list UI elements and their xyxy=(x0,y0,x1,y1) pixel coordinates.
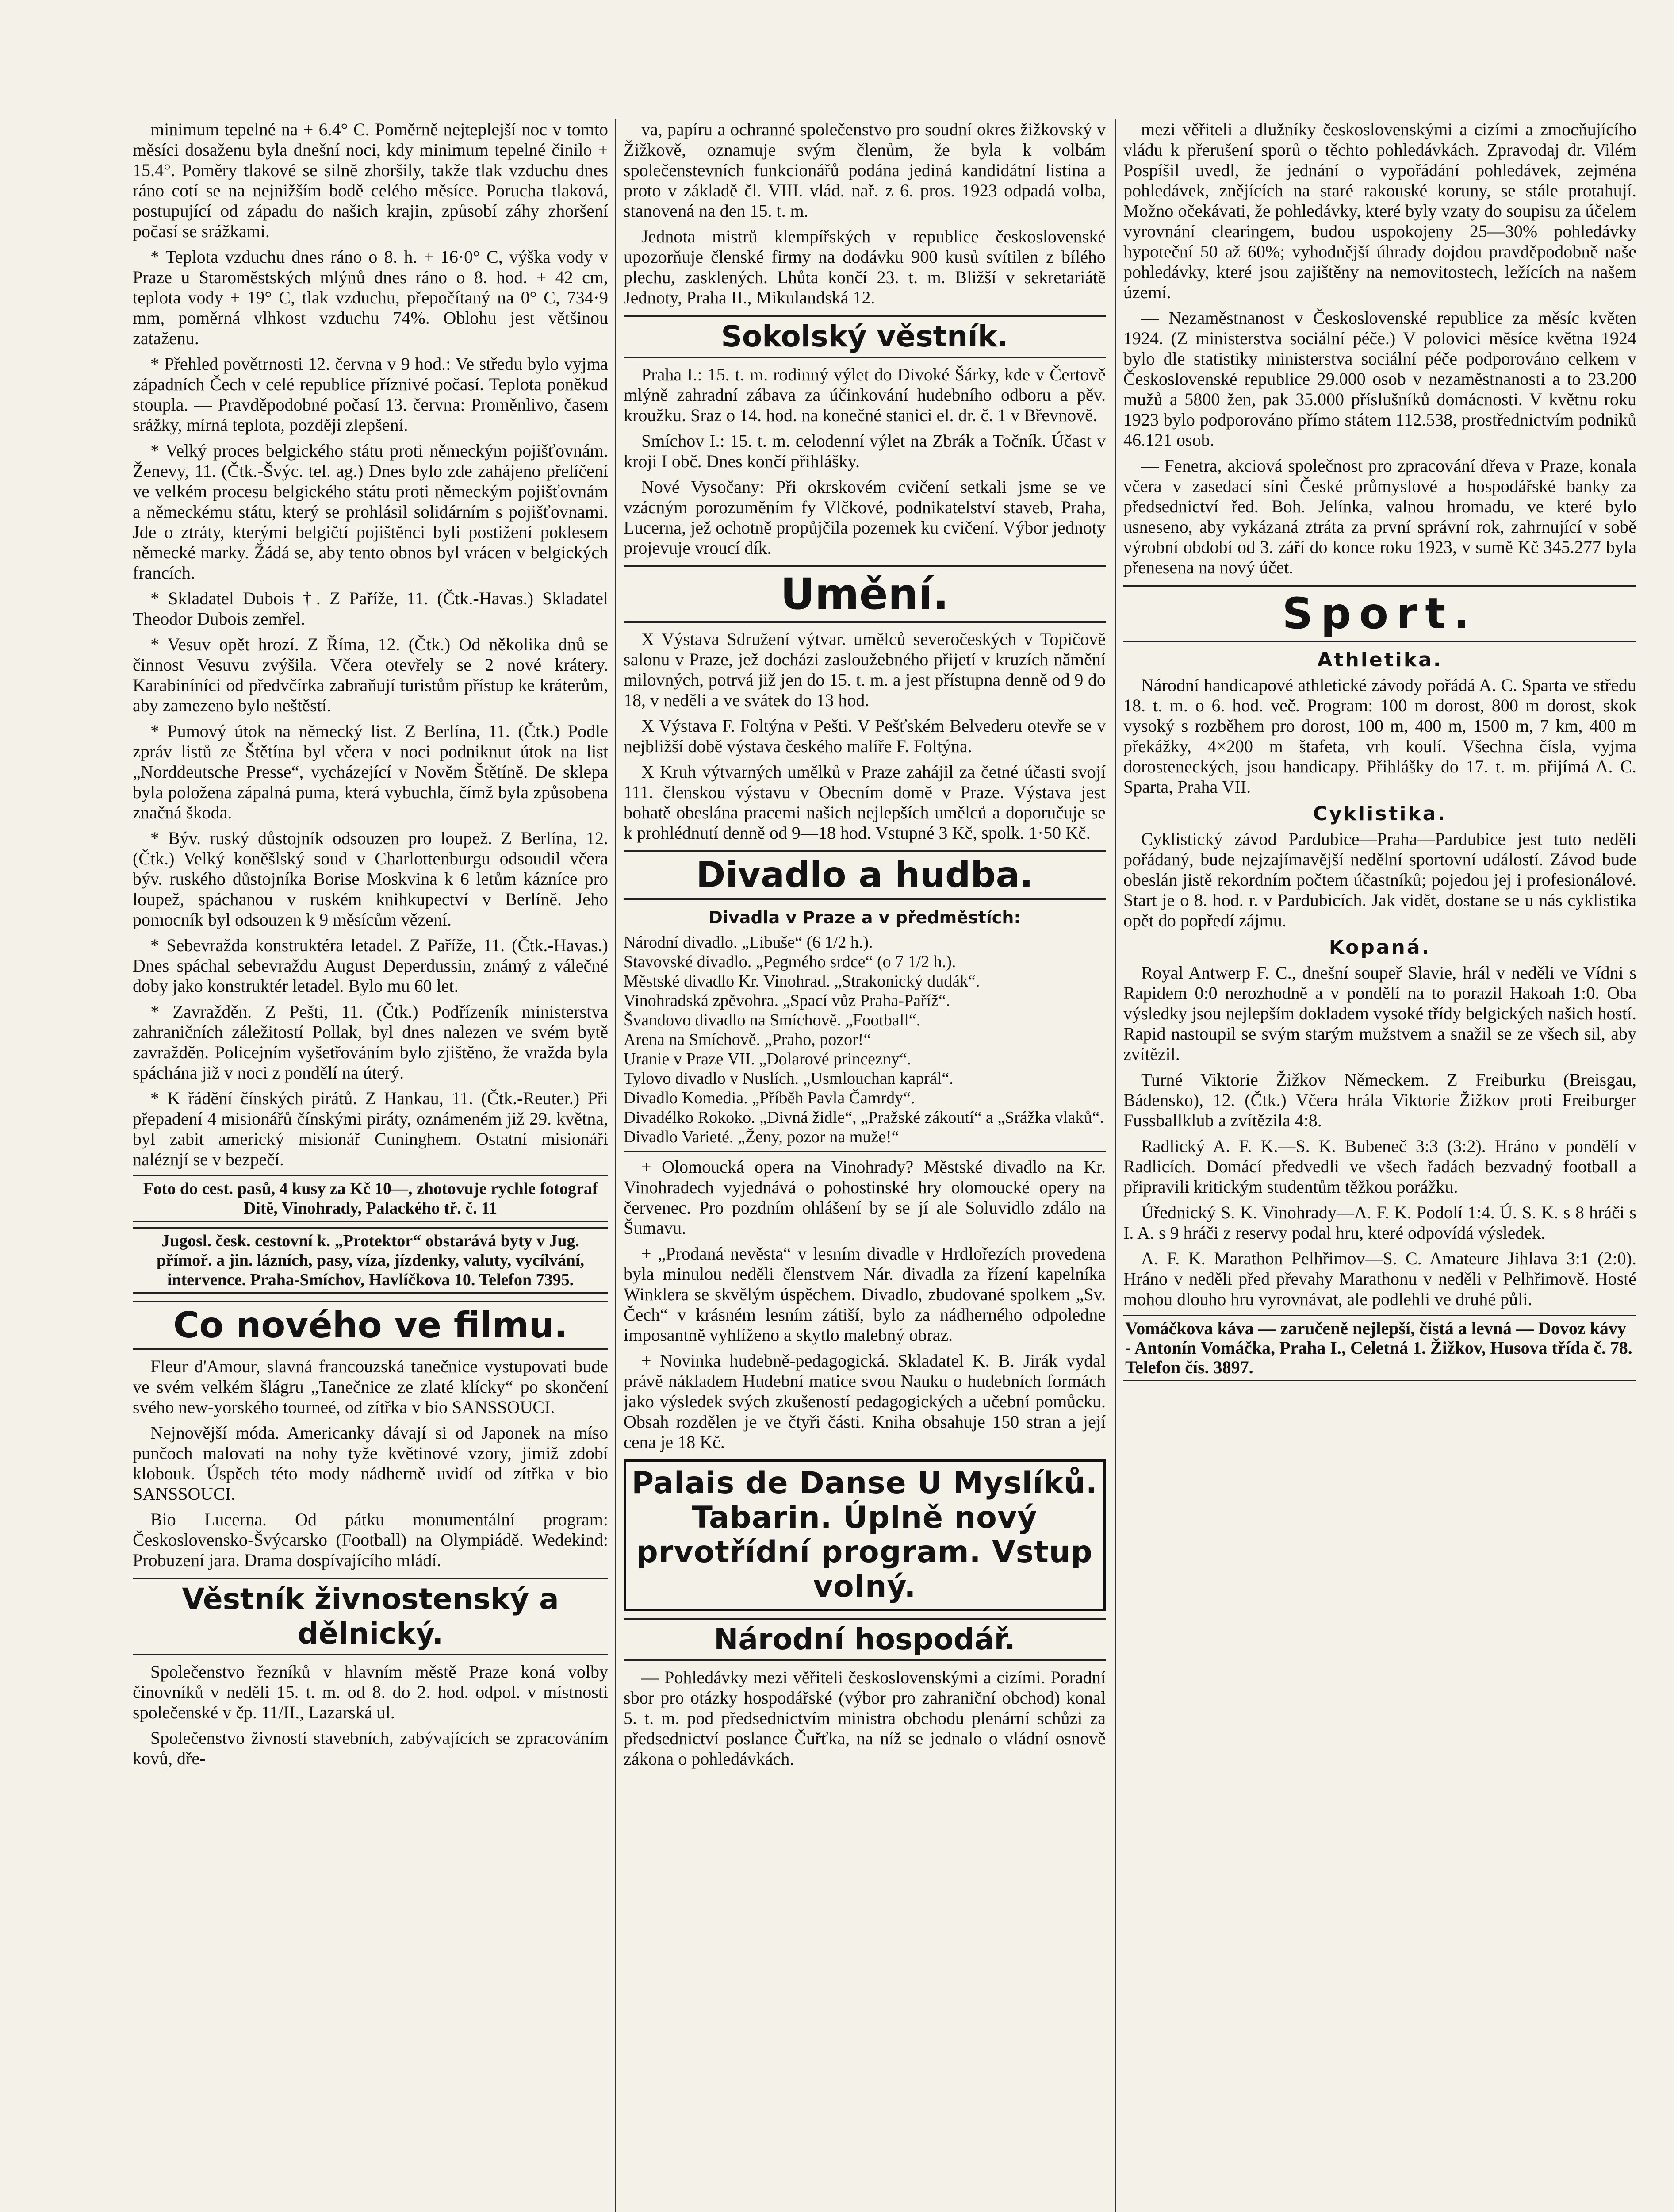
program-item: Vinohradská zpěvohra. „Spací vůz Praha-Paříž“. xyxy=(624,991,950,1010)
football-antwerp: Royal Antwerp F. C., dnešní soupeř Slavie, hrál v neděli ve Vídni s Rapidem 0:0 nerozhodně a v pondělí na to porazil Hakoah 1:0. Oba výsledky jsou nejlepším dokladem vysoké třídy belgických našich hostí. Rapid nastoupil se svým starým mužstvem a snažil se ze všech sil, aby zvítězil. xyxy=(1123,963,1636,1064)
art-foltyn: X Výstava F. Foltýna v Pešti. V Pešťském Belvederu otevře se v nejbližší době výstava českého malíře F. Foltýna. xyxy=(624,716,1106,756)
article-vesuvius: * Vesuv opět hrozí. Z Říma, 12. (Čtk.) Od několika dnů se činnost Vesuvu zvýšila. Včera otevřely se 2 nové krátery. Karabiníníci od předvčírka zabraňují turistům přístup ke kráterům, aby zamezeno bylo neštěstí. xyxy=(133,634,608,715)
program-item: Divadlo Komedia. „Příběh Pavla Čamrdy“. xyxy=(624,1089,915,1107)
subheading-cycling: Cyklistika. xyxy=(1313,803,1447,825)
section-heading-film: Co nového ve filmu. xyxy=(133,1301,608,1350)
ad-passport-photo: Foto do cest. pasů, 4 kusy za Kč 10—, zhotovuje rychle fotograf Ditě, Vinohrady, Palackého tř. č. 11 xyxy=(133,1175,608,1222)
football-marathon: A. F. K. Marathon Pelhřimov—S. C. Amateure Jihlava 3:1 (2:0). Hráno v neděli před převahy Marathonu v neděli v Pelhřimově. Hosté mohou dlouho hru vyrovnávat, ale podlehli ve druhé půli. xyxy=(1123,1248,1636,1309)
program-item: Divadlo Varieté. „Ženy, pozor na muže!“ xyxy=(624,1128,899,1146)
film-lucerna: Bio Lucerna. Od pátku monumentální program: Československo-Švýcarsko (Football) na Olympiádě. Wedekind: Probuzení jara. Drama dospívajícího mládí. xyxy=(133,1509,608,1570)
article-bomb-attack: * Pumový útok na německý list. Z Berlína, 11. (Čtk.) Podle zpráv listů ze Štětína byl včera v noci podniknut útok na list „Norddeutsche Presse“, vycházející v Nověm Štětíně. De sklepa byla položena zápalná puma, která vybuchla, čímž byla způsobena značná škoda. xyxy=(133,721,608,822)
economy-unemployment: — Nezaměstnanost v Československé republice za měsíc květen 1924. (Z ministerstva sociální péče.) V polovici měsíce května 1924 bylo dle statistiky ministerstva sociální péče podporováno celkem v Československé republice 29.000 osob v nezaměstnanosti a to 23.200 mužů a 5800 žen, pak 35.000 příslušníků domácnosti. V květnu roku 1923 bylo podporováno přímo státem 112.538, prostřednictvím podniků 46.121 osob. xyxy=(1123,308,1636,450)
article-tinsmiths: Jednota mistrů klempířských v republice československé upozorňuje členské firmy na dodávku 900 kusů svítilen z bílého plechu, zasklených. Lhůta končí 23. t. m. Bližší v sekretariátě Jednoty, Praha II., Mikulandská 12. xyxy=(624,227,1106,307)
film-fleur: Fleur d'Amour, slavná francouzská tanečnice vystupovati bude ve svém velkém šlágru „Tanečnice ze zlaté klícky“ po skončení svého new-yorského tourneé, od zítřka v bio SANSSOUCI. xyxy=(133,1356,608,1417)
theatre-subheading: Divadla v Praze a v předměstích: xyxy=(709,908,1021,927)
weather-forecast: * Přehled povětrnosti 12. června v 9 hod.: Ve středu bylo vyjma západních Čech v celé republice příznivé počasí. Teplota poněkud stoupla. — Pravděpodobné počasí 13. června: Proměnlivo, časem srážky, mírná teplota, později zlepšení. xyxy=(133,354,608,435)
sport-athletics: Národní handicapové athletické závody pořádá A. C. Sparta ve středu 18. t. m. o 6. hod. več. Program: 100 m dorost, 800 m dorost, skok vysoký s rozběhem pro dorost, 100 m, 400 m, 1500 m, 7 km, 400 m překážky, 4×200 m štafeta, vrh koulí. Všechna čísla, vyjma dorosteneckých, jsou handicapy. Přihlášky do 17. t. m. přijímá A. C. Sparta, Praha VII. xyxy=(1123,675,1636,797)
section-heading-sport: Sport. xyxy=(1123,585,1636,642)
sokol-praha: Praha I.: 15. t. m. rodinný výlet do Divoké Šárky, kde v Čertově mlýně zahradní zábava za účinkování hudebního odboru a pěv. kroužku. Sraz o 14. hod. na konečné stanici el. dr. č. 1 v Břevnově. xyxy=(624,365,1106,425)
column-rule xyxy=(1115,119,1116,2212)
economy-claims: — Pohledávky mezi věřiteli československými a cizími. Poradní sbor pro otázky hospodářské (výbor pro zahraniční obchod) konal 5. t. m. pod předsednictvím ministra obchodu plenární schůzi za předsednictví poslance Čuřťka, na níž se jednalo o vládní osnově zákona o pohledávkách. xyxy=(624,1667,1106,1769)
sokol-smichov: Smíchov I.: 15. t. m. celodenní výlet na Zbrák a Točník. Účast v kroji I obč. Dnes končí přihlášky. xyxy=(624,431,1106,471)
trade-butchers: Společenstvo řezníků v hlavním městě Praze koná volby činovníků v neděli 15. t. m. od 8. do 2. hod. odpol. v místnosti společenské v čp. 11/II., Lazarská ul. xyxy=(133,1662,608,1722)
trade-builders: Společenstvo živností stavebních, zabývajících se zpracováním kovů, dře- xyxy=(133,1728,608,1768)
subheading-athletics: Athletika. xyxy=(1317,649,1443,671)
ad-vomacka-coffee: Vomáčkova káva — zaručeně nejlepší, čistá a levná — Dovoz kávy - Antonín Vomáčka, Praha I., Celetná 1. Žižkov, Husova třída č. 78. Telefon čís. 3897. xyxy=(1123,1315,1636,1381)
weather-temperatures: * Teplota vzduchu dnes ráno o 8. h. + 16·0° C, výška vody v Praze u Staroměstských mlýnů dnes ráno o 8. hod. + 42 cm, teplota vody + 19° C, tlak vzduchu, přepočítaný na 0° C, 734·9 mm, poměrná vlhkost vzduchu 74%. Oblohu jest většinou zataženu. xyxy=(133,247,608,348)
section-heading-trade: Věstník živnostenský a dělnický. xyxy=(133,1578,608,1655)
article-pirates: * K řádění čínských pirátů. Z Hankau, 11. (Čtk.-Reuter.) Při přepadení 4 misionářů čínskými piráty, oznámeném již 29. května, byl zabit americký misionář Cuninghem. Ostatní misionáři naléznjí se v bezpečí. xyxy=(133,1088,608,1169)
subheading-football: Kopaná. xyxy=(1329,936,1431,959)
program-item: Tylovo divadlo v Nuslích. „Usmlouchan kaprál“. xyxy=(624,1069,954,1088)
section-heading-economy: Národní hospodář. xyxy=(624,1618,1106,1661)
article-murder: * Zavražděn. Z Pešti, 11. (Čtk.) Podřízeník ministerstva zahraničních záležitostí Pollak, byl dnes nalezen ve svém bytě zavražděn. Policejním vyšetřováním bylo zjištěno, že vražda byla spáchána již v noci z pondělí na úterý. xyxy=(133,1002,608,1083)
program-item: Stavovské divadlo. „Pegmého srdce“ (o 7 1/2 h.). xyxy=(624,952,956,971)
program-item: Divadélko Rokoko. „Divná židle“, „Pražské zákoutí“ a „Srážka vlaků“. xyxy=(624,1108,1104,1127)
article-belgian-trial: * Velký proces belgického státu proti německým pojišťovnám. Ženevy, 11. (Čtk.-Švýc. tel. ag.) Dnes bylo zde zahájeno přelíčení ve velkém procesu belgického státu proti německým pojišťovnám a německému státu, který se prohlásil solidárním s pojišťovnami. Jde o ztráty, kterými belgičtí pojištěnci byli postižení poklesem německé marky. Žádá se, aby tento obnos byl vrácen v belgických francích. xyxy=(133,441,608,583)
film-fashion: Nejnovější móda. Americanky dávají si od Japonek na míso punčoch malovati na nohy tyže květinové vzory, jimiž zdobí klobouk. Úspěch této mody nádherně uvidí od zítřka v bio SANSSOUCI. xyxy=(133,1423,608,1504)
economy-claims-continued: mezi věřiteli a dlužníky československými a cizími a zmocňujícího vládu k přerušení sporů o těchto pohledávkách. Zpravodaj dr. Vilém Pospíšil uvedl, že jednání o vypořádání pohledávek, zejména pohledávek, znějících na staré rakouské koruny, se stále protahují. Možno očekávati, že pohledávky, které byly vzaty do soupisu za účelem vyrovnání clearingem, budou uspokojeny 25—30% pohledávky hypoteční 50 až 60%; vyhodnější úhrady dojdou pravděpodobně naše pohledávky, které jsou zajištěny na nemovitostech, ležících na našem území. xyxy=(1123,119,1636,302)
program-item: Národní divadlo. „Libuše“ (6 1/2 h.). xyxy=(624,933,873,952)
sokol-vysocany: Nové Vysočany: Při okrskovém cvičení setkali jsme se ve vzácným porozuměním fy Vlčkové, podnikatelství staveb, Praha, Lucerna, jež ochotně propůjčila pozemek ku cvičení. Výbor jednoty projevuje vroucí dík. xyxy=(624,477,1106,558)
program-item: Městské divadlo Kr. Vinohrad. „Strakonický dudák“. xyxy=(624,972,980,991)
sport-cycling: Cyklistický závod Pardubice—Praha—Pardubice jest tuto neděli pořádaný, bude nejzajímavější nedělní sportovní událostí. Závod bude obeslán jistě rekordním počtem účastníků; pojedou jej i profesionálové. Start je o 8. hod. r. v Pardubicích. Jak vidět, dostane se u nás cyklistika opět do popředí zájmu. xyxy=(1123,829,1636,930)
football-radlicky: Radlický A. F. K.—S. K. Bubeneč 3:3 (3:2). Hráno v pondělí v Radlicích. Domácí předvedli ve všech řadách bezvadný football a připravili kritickým studentům těžkou porážku. xyxy=(1123,1136,1636,1197)
football-zizkov: Turné Viktorie Žižkov Německem. Z Freiburku (Breisgau, Bádensko), 12. (Čtk.) Včera hrála Viktorie Žižkov proti Freiburger Fussballklub a zvítězila 4:8. xyxy=(1123,1070,1636,1130)
art-exhibition: X Výstava Sdružení výtvar. umělců severočeských v Topičově salonu v Praze, jež docházi zasloužebného přijetí v kruzích nămění milovných, potrvá již jen do 15. t. m. a jest přístupna denně od 9 do 18, v neděli a ve svátek do 13 hod. xyxy=(624,629,1106,710)
football-urednicky: Úřednický S. K. Vinohrady—A. F. K. Podolí 1:4. Ú. S. K. s 8 hráči s I. A. s 9 hráči z reservy podal hru, které odpovídá výsledek. xyxy=(1123,1202,1636,1243)
music-novelty: + Novinka hudebně-pedagogická. Skladatel K. B. Jirák vydal právě nákladem Hudební matice svou Nauku o hudebních formách jako výsledek svých zkušeností pedagogických a učební pomůcku. Obsah rozdělen je ve čtyři části. Kniha obsahuje 150 stran a její cena je 18 Kč. xyxy=(624,1351,1106,1452)
section-heading-sokol: Sokolský věstník. xyxy=(624,315,1106,358)
ad-protektor: Jugosl. česk. cestovní k. „Protektor“ obstarává byty v Jug. přímoř. a jin. lázních, pasy, víza, jízdenky, valuty, vycílvání, intervence. Praha-Smíchov, Havlíčkova 10. Telefon 7395. xyxy=(133,1227,608,1294)
section-heading-theatre: Divadlo a hudba. xyxy=(624,850,1106,900)
column-right xyxy=(1123,119,1636,2212)
divider xyxy=(624,1151,1106,1152)
weather-intro: minimum tepelné na + 6.4° C. Poměrně nejteplejší noc v tomto měsíci dosaženu byla dnešní noci, kdy minimum tepelné činilo + 15.4°. Poměry tlakové se silně zhoršily, takže tlak vzduchu dnes ráno cotí se na nejnižším bodě celého měsíce. Porucha tlaková, postupující od západu do našich krajin, způsobí záhy zhoršení počasí se srážkami. xyxy=(133,119,608,241)
program-item: Švandovo divadlo na Smíchově. „Football“. xyxy=(624,1011,921,1029)
column-middle xyxy=(624,119,1106,2212)
art-circle: X Kruh výtvarných umělků v Praze zahájil za četné účasti svojí 111. členskou výstavu v Obecním domě v Praze. Výstava jest bohatě obeslána pracemi našich nejlepších umělců a doporučuje se k prohlédnutí denně od 9—18 hod. Vstupné 3 Kč, spolk. 1·50 Kč. xyxy=(624,762,1106,843)
article-zizkov-society: va, papíru a ochranné společenstvo pro soudní okres žižkovský v Žižkově, oznamuje svým členům, že byla k volbám společenstevních funkcionářů podána jediná kandidátní listina a proto v základě čl. VIII. vlád. nař. z 6. pros. 1923 odpadá volba, stanovená na den 15. t. m. xyxy=(624,119,1106,221)
article-suicide: * Sebevražda konstruktéra letadel. Z Paříže, 11. (Čtk.-Havas.) Dnes spáchal sebevraždu August Deperdussin, známý z válečné doby jako konstruktér letadel. Bylo mu 60 let. xyxy=(133,935,608,996)
column-left xyxy=(133,119,608,2212)
ad-palais-de-danse: Palais de Danse U Myslíků. Tabarin. Úplně nový prvotřídní program. Vstup volný. xyxy=(624,1459,1106,1611)
music-bartered-bride: + „Prodaná nevěsta“ v lesním divadle v Hrdlořezích provedena byla minulou neděli členstvem Nár. divadla za řízení kapelníka Winklera se skvělým úspěchem. Divadlo, zbudované spolkem „Sv. Čech“ v krásném lesním zátiší, bylo za nádherného odpoledne imposantně vyhlíženo a skytlo malebný obraz. xyxy=(624,1244,1106,1345)
program-item: Arena na Smíchově. „Praho, pozor!“ xyxy=(624,1030,871,1049)
music-opera: + Olomoucká opera na Vinohrady? Městské divadlo na Kr. Vinohradech vyjednává o pohostinské hry olomoucké opery na červenec. Pro pozdním ohlášení by se jí ale Soluvidlo zdálo na Šumavu. xyxy=(624,1157,1106,1238)
column-rule xyxy=(615,119,616,2212)
article-russian-officer: * Býv. ruský důstojník odsouzen pro loupež. Z Berlína, 12. (Čtk.) Velký koněšlský soud v Charlottenburgu odsoudil včera býv. ruského důstojníka Borise Moskvina k 6 letům kázníce pro loupež, spáchanou v ruském knihkupectví v Berlíně. Jeho pomocník byl odsouzen k 9 měsícům vězení. xyxy=(133,828,608,929)
section-heading-art: Umění. xyxy=(624,565,1106,623)
article-dubois: * Skladatel Dubois †. Z Paříže, 11. (Čtk.-Havas.) Skladatel Theodor Dubois zemřel. xyxy=(133,588,608,629)
program-item: Uranie v Praze VII. „Dolarové princezny“. xyxy=(624,1050,912,1068)
newspaper-page xyxy=(133,119,1650,2212)
economy-fenetra: — Fenetra, akciová společnost pro zpracování dřeva v Praze, konala včera v zasedací síni České průmyslové a hospodářské banky za předsednictví řed. Boh. Jelínka, valnou hromadu, ve které bylo usneseno, aby vykázaná ztráta za první správní rok, zahrnující v sobě výrobní období od 3. září do konce roku 1923, v sumě Kč 345.277 byla přenesena na nový účet. xyxy=(1123,456,1636,577)
